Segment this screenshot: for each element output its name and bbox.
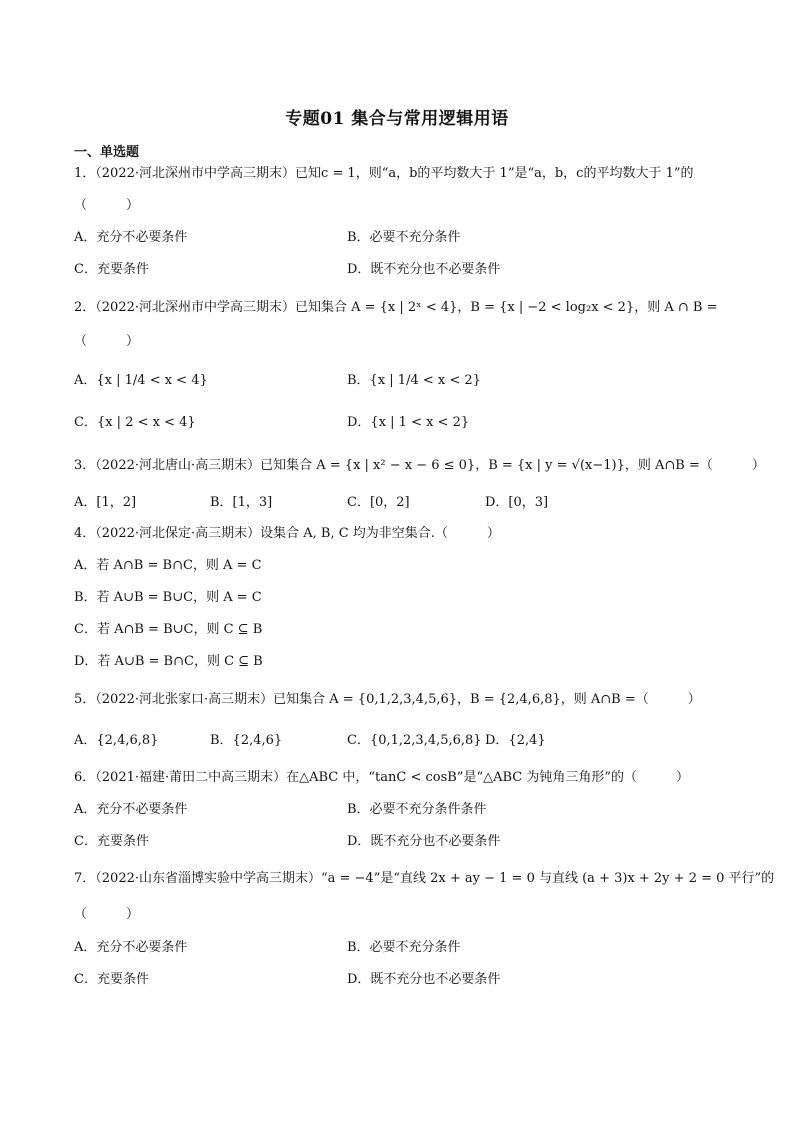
question-5-option-d: D．{2,4}	[485, 733, 546, 748]
page-title: 专题01 集合与常用逻辑用语	[285, 109, 509, 129]
question-2-option-c: C．{x | 2 < x < 4}	[74, 415, 196, 430]
question-6-option-c: C．充要条件	[74, 834, 149, 849]
question-5-option-c: C．{0,1,2,3,4,5,6,8}	[347, 733, 482, 748]
question-1-option-b: B．必要不充分条件	[347, 230, 461, 245]
question-3-stem: 3．（2022·河北唐山·高三期末）已知集合 A = {x | x² − x − 6 ≤ 0}，B = {x | y = √(x−1)}，则 A∩B =（ ）	[74, 458, 765, 473]
question-7-stem: 7．（2022·山东省淄博实验中学高三期末）“a = −4”是“直线 2x + ay − 1 = 0 与直线 (a + 3)x + 2y + 2 = 0 平行”的	[74, 871, 775, 886]
question-4-option-d: D．若 A∪B = B∩C，则 C ⊆ B	[74, 654, 263, 669]
question-6-option-d: D．既不充分也不必要条件	[347, 834, 501, 849]
question-3-option-b: B．[1，3]	[210, 495, 273, 510]
question-3-option-a: A．[1，2]	[74, 495, 137, 510]
question-5-option-a: A．{2,4,6,8}	[74, 733, 159, 748]
question-4-option-c: C．若 A∩B = B∪C，则 C ⊆ B	[74, 622, 263, 637]
question-1-paren: （ ）	[74, 198, 140, 213]
question-2-paren: （ ）	[74, 334, 140, 349]
question-2-option-b: B．{x | 1/4 < x < 2}	[347, 373, 481, 388]
question-7-option-c: C．充要条件	[74, 972, 149, 987]
question-1-option-a: A．充分不必要条件	[74, 230, 188, 245]
question-1-stem: 1．（2022·河北深州市中学高三期末）已知c = 1，则“a，b的平均数大于 1”是“a，b，c的平均数大于 1”的	[74, 166, 694, 181]
question-4-option-b: B．若 A∪B = B∪C，则 A = C	[74, 590, 262, 605]
question-4-option-a: A．若 A∩B = B∩C，则 A = C	[74, 558, 262, 573]
question-7-option-b: B．必要不充分条件	[347, 940, 461, 955]
question-7-option-a: A．充分不必要条件	[74, 940, 188, 955]
question-3-option-d: D．[0，3]	[485, 495, 549, 510]
question-1-option-d: D．既不充分也不必要条件	[347, 262, 501, 277]
question-4-stem: 4．（2022·河北保定·高三期末）设集合 A, B, C 均为非空集合.（ ）	[74, 526, 500, 541]
question-7-paren: （ ）	[74, 907, 140, 922]
section-heading: 一、单选题	[74, 145, 140, 160]
question-6-stem: 6．（2021·福建·莆田二中高三期末）在△ABC 中，“tanC < cosB”是“△ABC 为钝角三角形”的（ ）	[74, 770, 690, 785]
question-6-option-a: A．充分不必要条件	[74, 802, 188, 817]
question-5-stem: 5．（2022·河北张家口·高三期末）已知集合 A = {0,1,2,3,4,5,6}，B = {2,4,6,8}，则 A∩B =（ ）	[74, 692, 701, 707]
question-6-option-b: B．必要不充分条件条件	[347, 802, 487, 817]
question-2-stem: 2．（2022·河北深州市中学高三期末）已知集合 A = {x | 2ˣ < 4}，B = {x | −2 < log₂x < 2}，则 A ∩ B =	[74, 300, 718, 315]
question-3-option-c: C．[0，2]	[347, 495, 410, 510]
question-5-option-b: B．{2,4,6}	[210, 733, 283, 748]
question-2-option-d: D．{x | 1 < x < 2}	[347, 415, 470, 430]
question-7-option-d: D．既不充分也不必要条件	[347, 972, 501, 987]
question-1-option-c: C．充要条件	[74, 262, 149, 277]
question-2-option-a: A．{x | 1/4 < x < 4}	[74, 373, 208, 388]
